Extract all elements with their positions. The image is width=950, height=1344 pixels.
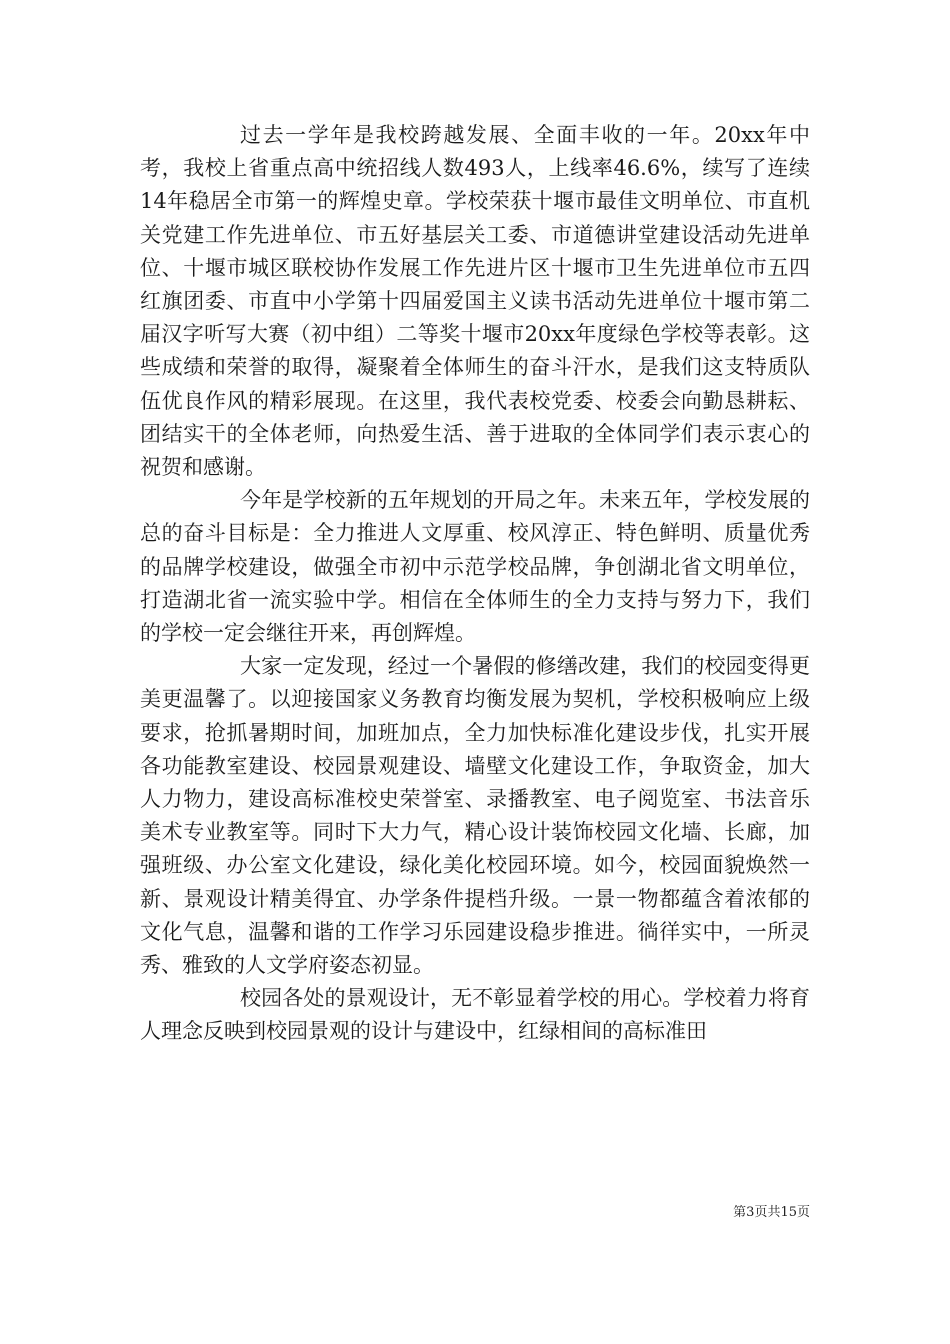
paragraph-4: 校园各处的景观设计，无不彰显着学校的用心。学校着力将育人理念反映到校园景观的设计与建设中，红绿相间的高标准田 <box>140 986 810 1044</box>
page-number-footer: 第3页共15页 <box>733 1205 810 1220</box>
paragraph-3: 大家一定发现，经过一个暑假的修缮改建，我们的校园变得更美更温馨了。以迎接国家义务教育均衡发展为契机，学校积极响应上级要求，抢抓暑期时间，加班加点，全力加快标准化建设步伐，扎实开展各功能教室建设、校园景观建设、墙壁文化建设工作，争取资金，加大人力物力，建设高标准校史荣誉室、录播教室、电子阅览室、书法音乐美术专业教室等。同时下大力气，精心设计装饰校园文化墙、长廊，加强班级、办公室文化建设，绿化美化校园环境。如今，校园面貌焕然一新、景观设计精美得宜、办学条件提档升级。一景一物都蕴含着浓郁的文化气息，温馨和谐的工作学习乐园建设稳步推进。徜徉实中，一所灵秀、雅致的人文学府姿态初显。 <box>140 654 810 978</box>
document-body <box>140 119 810 1049</box>
paragraph-2: 今年是学校新的五年规划的开局之年。未来五年，学校发展的总的奋斗目标是：全力推进人文厚重、校风淳正、特色鲜明、质量优秀的品牌学校建设，做强全市初中示范学校品牌，争创湖北省文明单位，打造湖北省一流实验中学。相信在全体师生的全力支持与努力下，我们的学校一定会继往开来，再创辉煌。 <box>140 488 810 646</box>
paragraph-1: 过去一学年是我校跨越发展、全面丰收的一年。20xx年中考，我校上省重点高中统招线人数493人，上线率46.6%，续写了连续14年稳居全市第一的辉煌史章。学校荣获十堰市最佳文明单位、市直机关党建工作先进单位、市五好基层关工委、市道德讲堂建设活动先进单位、十堰市城区联校协作发展工作先进片区十堰市卫生先进单位市五四红旗团委、市直中小学第十四届爱国主义读书活动先进单位十堰市第二届汉字听写大赛（初中组）二等奖十堰市20xx年度绿色学校等表彰。这些成绩和荣誉的取得，凝聚着全体师生的奋斗汗水，是我们这支特质队伍优良作风的精彩展现。在这里，我代表校党委、校委会向勤恳耕耘、团结实干的全体老师，向热爱生活、善于进取的全体同学们表示衷心的祝贺和感谢。 <box>140 123 810 480</box>
